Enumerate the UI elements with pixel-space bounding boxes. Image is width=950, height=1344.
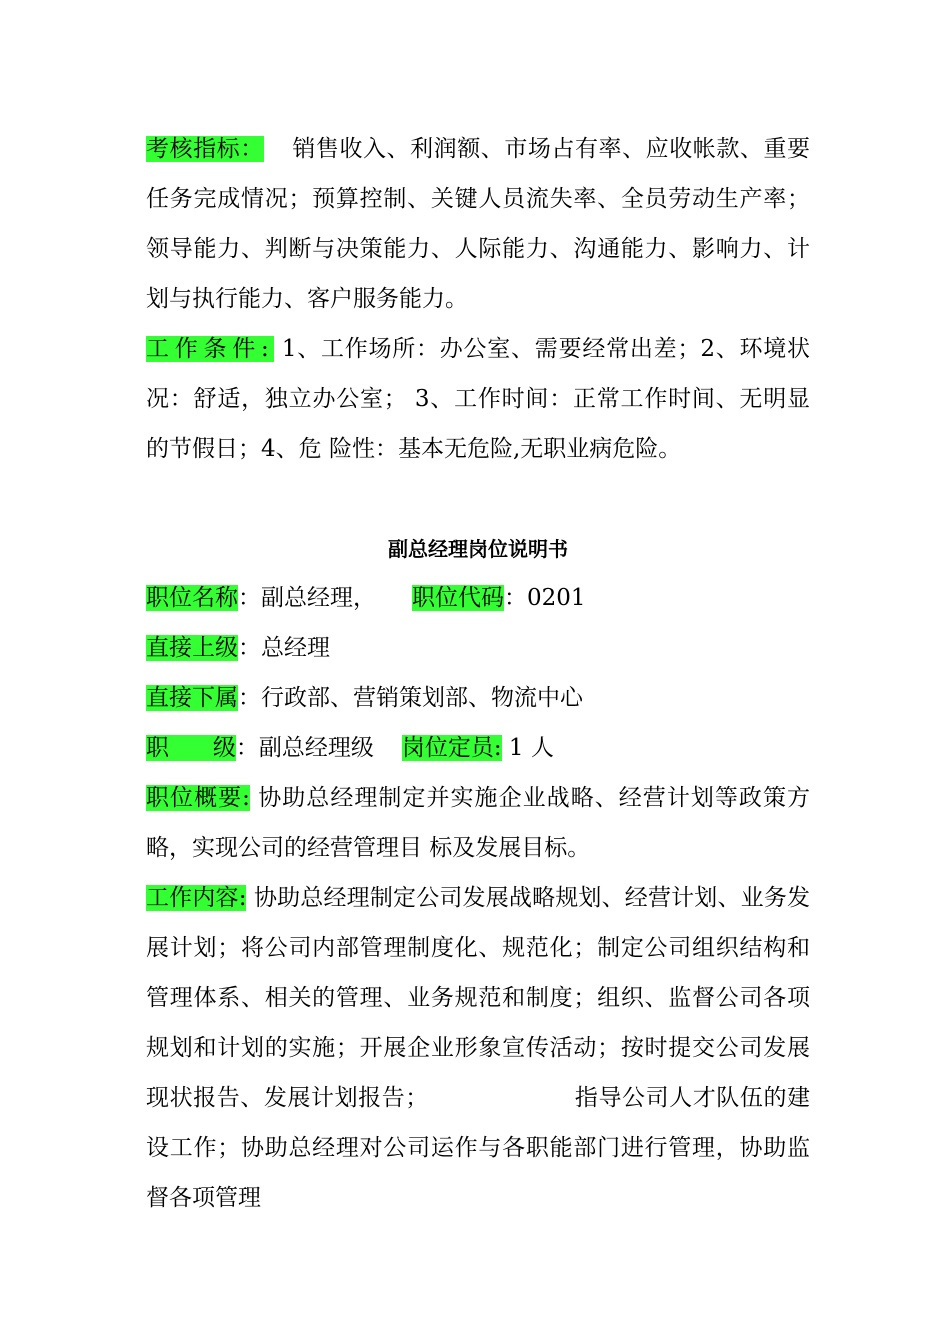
document-title: 副总经理岗位说明书 (388, 537, 568, 561)
work-conditions-content: 1、工作场所：办公室、需要经常出差；2、环境状况：舒适，独立办公室； 3、工作时间：正常工作时间、无明显的节假日；4、危 险性：基本无危险,无职业病危险。 (146, 336, 811, 462)
job-content-part1: 协助总经理制定公司发展战略规划、经营计划、业务发展计划；将公司内部管理制度化、规范化；制定公司组织结构和管理体系、相关的管理、业务规范和制度；组织、监督公司各项规划和计划的实施；开展企业形象宣传活动；按时提交公司发展现状报告、发展计划报告； (146, 885, 811, 1111)
position-name-value: ：副总经理， (238, 585, 376, 611)
summary-paragraph (146, 773, 810, 873)
kpi-label: 考核指标： (146, 136, 264, 162)
subordinates-line (146, 673, 810, 723)
kpi-section (146, 124, 810, 324)
direct-superior-value: ：总经理 (238, 635, 330, 661)
job-summary-label: 职位概要: (146, 785, 250, 811)
position-code-value: ：0201 (504, 585, 586, 611)
job-level-value: ：副总经理级 (235, 735, 374, 761)
kpi-content: 销售收入、利润额、市场占有率、应收帐款、重要任务完成情况；预算控制、关键人员流失率、全员劳动生产率；领导能力、判断与决策能力、人际能力、沟通能力、影响力、计划与执行能力、客户服务能力。 (146, 136, 811, 312)
position-line (146, 573, 810, 623)
position-name-label: 职位名称 (146, 585, 238, 611)
work-conditions-section (146, 324, 810, 474)
headcount-value: 1 人 (501, 735, 554, 761)
work-conditions-label: 工作条件: (146, 336, 274, 362)
content-paragraph (146, 873, 810, 1223)
job-level-label: 职 级 (146, 735, 236, 761)
headcount-label: 岗位定员: (401, 735, 502, 761)
level-line (146, 723, 810, 773)
job-summary-content: 协助总经理制定并实施企业战略、经营计划等政策方略，实现公司的经营管理目 标及发展目标。 (146, 785, 811, 861)
position-code-label: 职位代码 (412, 585, 504, 611)
job-content-part2: 指导公司人才队伍的建设工作；协助总经理对公司运作与各职能部门进行管理，协助监督各项管理 (146, 1085, 811, 1211)
direct-subordinates-value: ：行政部、营销策划部、物流中心 (238, 685, 583, 711)
direct-superior-label: 直接上级 (146, 635, 238, 661)
direct-subordinates-label: 直接下属 (146, 685, 238, 711)
job-content-label: 工作内容: (146, 885, 247, 911)
superior-line (146, 623, 810, 673)
job-description-body (146, 573, 810, 1223)
